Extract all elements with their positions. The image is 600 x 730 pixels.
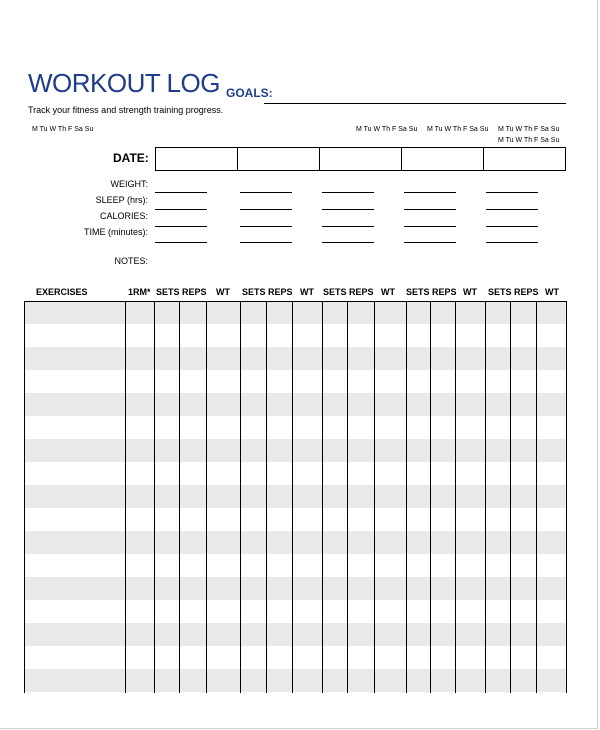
header-sets-reps-5: SETS REPS bbox=[488, 287, 539, 297]
grid-column-line bbox=[24, 301, 25, 693]
weight-field-5[interactable] bbox=[486, 192, 538, 193]
grid-column-line bbox=[266, 301, 267, 693]
header-sets-reps-4: SETS REPS bbox=[406, 287, 457, 297]
weight-field-4[interactable] bbox=[404, 192, 456, 193]
subtitle: Track your fitness and strength training progress. bbox=[28, 105, 224, 115]
header-1rm: 1RM* bbox=[128, 287, 151, 297]
notes-label: NOTES: bbox=[114, 256, 148, 266]
grid-column-line bbox=[430, 301, 431, 693]
time-field-4[interactable] bbox=[404, 242, 456, 243]
time-label: TIME (minutes): bbox=[83, 227, 148, 237]
calories-label: CALORIES: bbox=[99, 211, 148, 221]
grid-column-line bbox=[510, 301, 511, 693]
days-of-week-col5a: M Tu W Th F Sa Su bbox=[498, 126, 560, 133]
date-cell-4[interactable] bbox=[402, 148, 484, 170]
grid-column-line bbox=[240, 301, 241, 693]
header-wt-1: WT bbox=[216, 287, 230, 297]
days-of-week-col5b: M Tu W Th F Sa Su bbox=[498, 137, 560, 144]
days-of-week-col3: M Tu W Th F Sa Su bbox=[356, 126, 418, 133]
calories-field-3[interactable] bbox=[322, 226, 374, 227]
sleep-field-1[interactable] bbox=[155, 209, 207, 210]
date-label: DATE: bbox=[113, 151, 149, 165]
goals-input-line[interactable] bbox=[264, 103, 566, 104]
weight-field-2[interactable] bbox=[240, 192, 292, 193]
grid-column-line bbox=[347, 301, 348, 693]
weight-field-1[interactable] bbox=[155, 192, 207, 193]
header-exercises: EXERCISES bbox=[36, 287, 88, 297]
grid-column-line bbox=[455, 301, 456, 693]
days-of-week-left: M Tu W Th F Sa Su bbox=[32, 126, 94, 133]
calories-field-2[interactable] bbox=[240, 226, 292, 227]
days-of-week-col4: M Tu W Th F Sa Su bbox=[427, 126, 489, 133]
weight-field-3[interactable] bbox=[322, 192, 374, 193]
sleep-field-4[interactable] bbox=[404, 209, 456, 210]
date-cell-3[interactable] bbox=[320, 148, 402, 170]
grid-column-line bbox=[154, 301, 155, 693]
date-row bbox=[155, 147, 566, 171]
grid-column-line bbox=[485, 301, 486, 693]
date-cell-5[interactable] bbox=[484, 148, 565, 170]
header-wt-3: WT bbox=[381, 287, 395, 297]
sleep-field-3[interactable] bbox=[322, 209, 374, 210]
grid-column-line bbox=[179, 301, 180, 693]
time-field-1[interactable] bbox=[155, 242, 207, 243]
grid-column-line bbox=[374, 301, 375, 693]
grid-column-line bbox=[206, 301, 207, 693]
grid-column-line bbox=[406, 301, 407, 693]
sleep-field-2[interactable] bbox=[240, 209, 292, 210]
calories-field-5[interactable] bbox=[486, 226, 538, 227]
header-sets-reps-1: SETS REPS bbox=[156, 287, 207, 297]
header-wt-2: WT bbox=[300, 287, 314, 297]
grid-column-line bbox=[322, 301, 323, 693]
grid-column-line bbox=[536, 301, 537, 693]
weight-label: WEIGHT: bbox=[110, 179, 148, 189]
grid-column-line bbox=[292, 301, 293, 693]
time-field-5[interactable] bbox=[486, 242, 538, 243]
header-sets-reps-3: SETS REPS bbox=[323, 287, 374, 297]
calories-field-4[interactable] bbox=[404, 226, 456, 227]
grid-column-line bbox=[566, 301, 567, 693]
page-title: WORKOUT LOG bbox=[28, 68, 220, 98]
date-cell-2[interactable] bbox=[238, 148, 320, 170]
goals-label: GOALS: bbox=[226, 86, 273, 100]
header-sets-reps-2: SETS REPS bbox=[242, 287, 293, 297]
header-wt-5: WT bbox=[545, 287, 559, 297]
time-field-3[interactable] bbox=[322, 242, 374, 243]
date-cell-1[interactable] bbox=[156, 148, 238, 170]
sleep-field-5[interactable] bbox=[486, 209, 538, 210]
time-field-2[interactable] bbox=[240, 242, 292, 243]
header-wt-4: WT bbox=[463, 287, 477, 297]
calories-field-1[interactable] bbox=[155, 226, 207, 227]
exercise-grid bbox=[24, 301, 567, 693]
sleep-label: SLEEP (hrs): bbox=[95, 195, 148, 205]
grid-column-line bbox=[125, 301, 126, 693]
